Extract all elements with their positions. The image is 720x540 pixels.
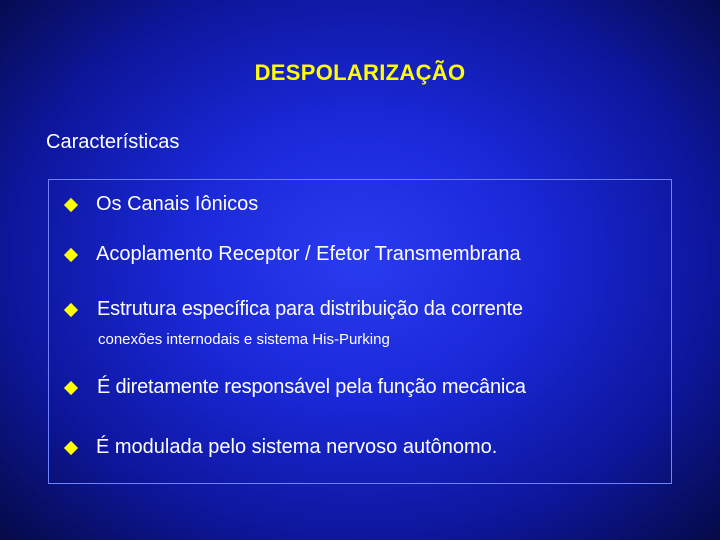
- diamond-bullet-icon: [64, 381, 78, 395]
- slide-title: DESPOLARIZAÇÃO: [254, 60, 466, 85]
- bullet-text: É modulada pelo sistema nervoso autônomo.: [96, 436, 498, 458]
- content-box: [48, 179, 672, 484]
- bullet-text: É diretamente responsável pela função mecânica: [97, 376, 526, 398]
- bullet-item: [49, 373, 671, 403]
- diamond-bullet-icon: [64, 441, 78, 455]
- bullet-text: Estrutura específica para distribuição da corrente: [97, 298, 523, 320]
- diamond-bullet-icon: [64, 198, 78, 212]
- bullet-item: [49, 433, 671, 463]
- bullet-item: [49, 295, 671, 325]
- bullet-item: [49, 190, 671, 220]
- diamond-bullet-icon: [64, 248, 78, 262]
- diamond-bullet-icon: [64, 303, 78, 317]
- bullet-text: Acoplamento Receptor / Efetor Transmembrana: [96, 243, 521, 265]
- bullet-item: [49, 240, 671, 270]
- sub-note: conexões internodais e sistema His-Purking: [98, 331, 390, 348]
- section-heading: Características: [46, 131, 180, 153]
- bullet-text: Os Canais Iônicos: [96, 193, 259, 215]
